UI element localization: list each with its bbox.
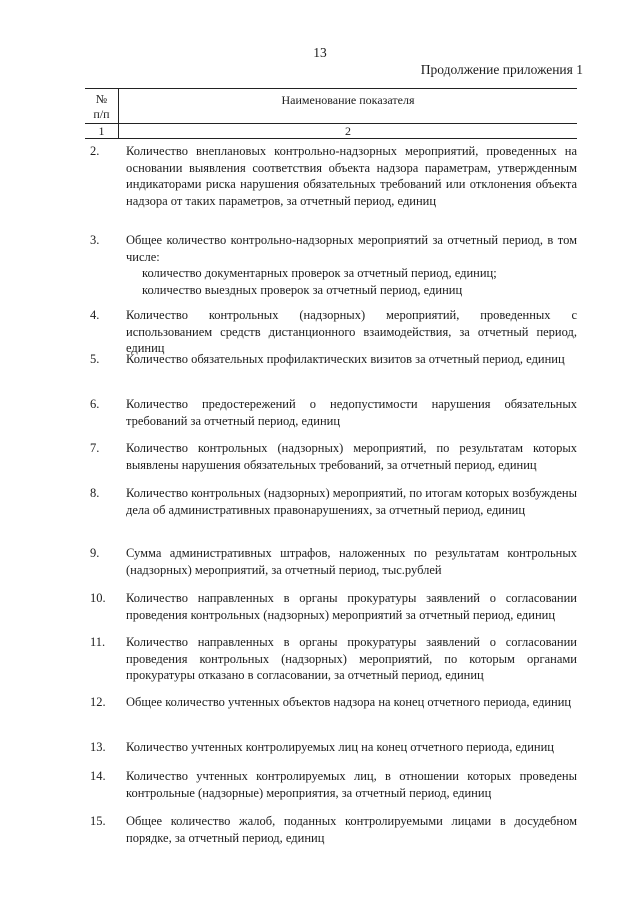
item-text: Количество внеплановых контрольно-надзорных мероприятий, проведенных на основании выявления соответствия объекта надзора параметрам, утвержденным индикаторами риска нарушения обязательных требований или отклонения объекта надзора от таких параметров, за отчетный период, единиц bbox=[126, 144, 577, 208]
item-text: Количество учтенных контролируемых лиц, в отношении которых проведены контрольные (надзорные) мероприятия, за отчетный период, единиц bbox=[126, 769, 577, 800]
item-text: Количество учтенных контролируемых лиц на конец отчетного периода, единиц bbox=[126, 740, 554, 754]
item-text bbox=[126, 232, 577, 298]
item-subtext: количество документарных проверок за отчетный период, единиц; bbox=[142, 266, 497, 280]
header-num-pp: п/п bbox=[93, 107, 110, 121]
item-number: 3. bbox=[90, 233, 100, 247]
list-item bbox=[90, 694, 577, 711]
item-text: Количество контрольных (надзорных) мероприятий, по результатам которых выявлены нарушения обязательных требований, за отчетный период, единиц bbox=[126, 441, 577, 472]
header-num-sign: № bbox=[95, 92, 108, 106]
item-text: Общее количество учтенных объектов надзора на конец отчетного периода, единиц bbox=[126, 695, 572, 709]
item-number: 7. bbox=[90, 441, 100, 455]
item-number: 11. bbox=[90, 635, 106, 649]
list-item bbox=[90, 739, 577, 756]
header-col-2: 2 bbox=[345, 124, 351, 138]
item-number: 4. bbox=[90, 308, 100, 322]
item-number: 14. bbox=[90, 769, 106, 783]
page-number: 13 bbox=[313, 45, 327, 60]
item-number: 2. bbox=[90, 144, 100, 158]
list-item bbox=[90, 440, 577, 473]
list-item bbox=[90, 813, 577, 846]
table-header-row bbox=[85, 88, 577, 124]
item-number: 15. bbox=[90, 814, 106, 828]
item-text: Сумма административных штрафов, наложенных по результатам контрольных (надзорных) мероприятий, за отчетный период, тыс.рублей bbox=[126, 546, 577, 577]
item-number: 8. bbox=[90, 486, 100, 500]
item-number: 5. bbox=[90, 352, 100, 366]
list-item bbox=[90, 396, 577, 429]
item-number: 12. bbox=[90, 695, 106, 709]
list-item bbox=[90, 232, 577, 298]
item-number: 13. bbox=[90, 740, 106, 754]
continuation-label: Продолжение приложения 1 bbox=[420, 62, 583, 77]
header-col-1: 1 bbox=[98, 124, 105, 138]
list-item bbox=[90, 590, 577, 623]
table-header bbox=[85, 88, 577, 139]
item-number: 10. bbox=[90, 591, 106, 605]
table-header-index-row bbox=[85, 124, 577, 139]
header-num-label bbox=[85, 92, 118, 122]
item-text-main: Общее количество контрольно-надзорных мероприятий за отчетный период, в том числе: bbox=[126, 233, 577, 264]
list-item bbox=[90, 307, 577, 357]
item-text: Количество контрольных (надзорных) мероприятий, по итогам которых возбуждены дела об административных правонарушениях, за отчетный период, единиц bbox=[126, 486, 577, 517]
item-text: Количество контрольных (надзорных) мероприятий, проведенных с использованием средств дистанционного взаимодействия, за отчетный период, единиц bbox=[126, 308, 577, 355]
item-number: 9. bbox=[90, 546, 100, 560]
item-text: Общее количество жалоб, поданных контролируемыми лицами в досудебном порядке, за отчетный период, единиц bbox=[126, 814, 577, 845]
item-subtext: количество выездных проверок за отчетный период, единиц bbox=[142, 282, 463, 297]
item-text: Количество направленных в органы прокуратуры заявлений о согласовании проведения контрольных (надзорных) мероприятий за отчетный период, единиц bbox=[126, 591, 577, 622]
item-text: Количество предостережений о недопустимости нарушения обязательных требований за отчетный период, единиц bbox=[126, 397, 577, 428]
item-text: Количество направленных в органы прокуратуры заявлений о согласовании проведения контрольных (надзорных) мероприятий, по которым органами прокуратуры отказано в согласовании, за отчетный период, единиц bbox=[126, 635, 577, 682]
list-item bbox=[90, 768, 577, 801]
list-item bbox=[90, 485, 577, 518]
item-text: Количество обязательных профилактических визитов за отчетный период, единиц bbox=[126, 352, 565, 366]
header-name-label: Наименование показателя bbox=[281, 93, 415, 107]
list-item bbox=[90, 351, 577, 368]
list-item bbox=[90, 634, 577, 684]
item-number: 6. bbox=[90, 397, 100, 411]
list-item bbox=[90, 545, 577, 578]
list-item bbox=[90, 143, 577, 209]
